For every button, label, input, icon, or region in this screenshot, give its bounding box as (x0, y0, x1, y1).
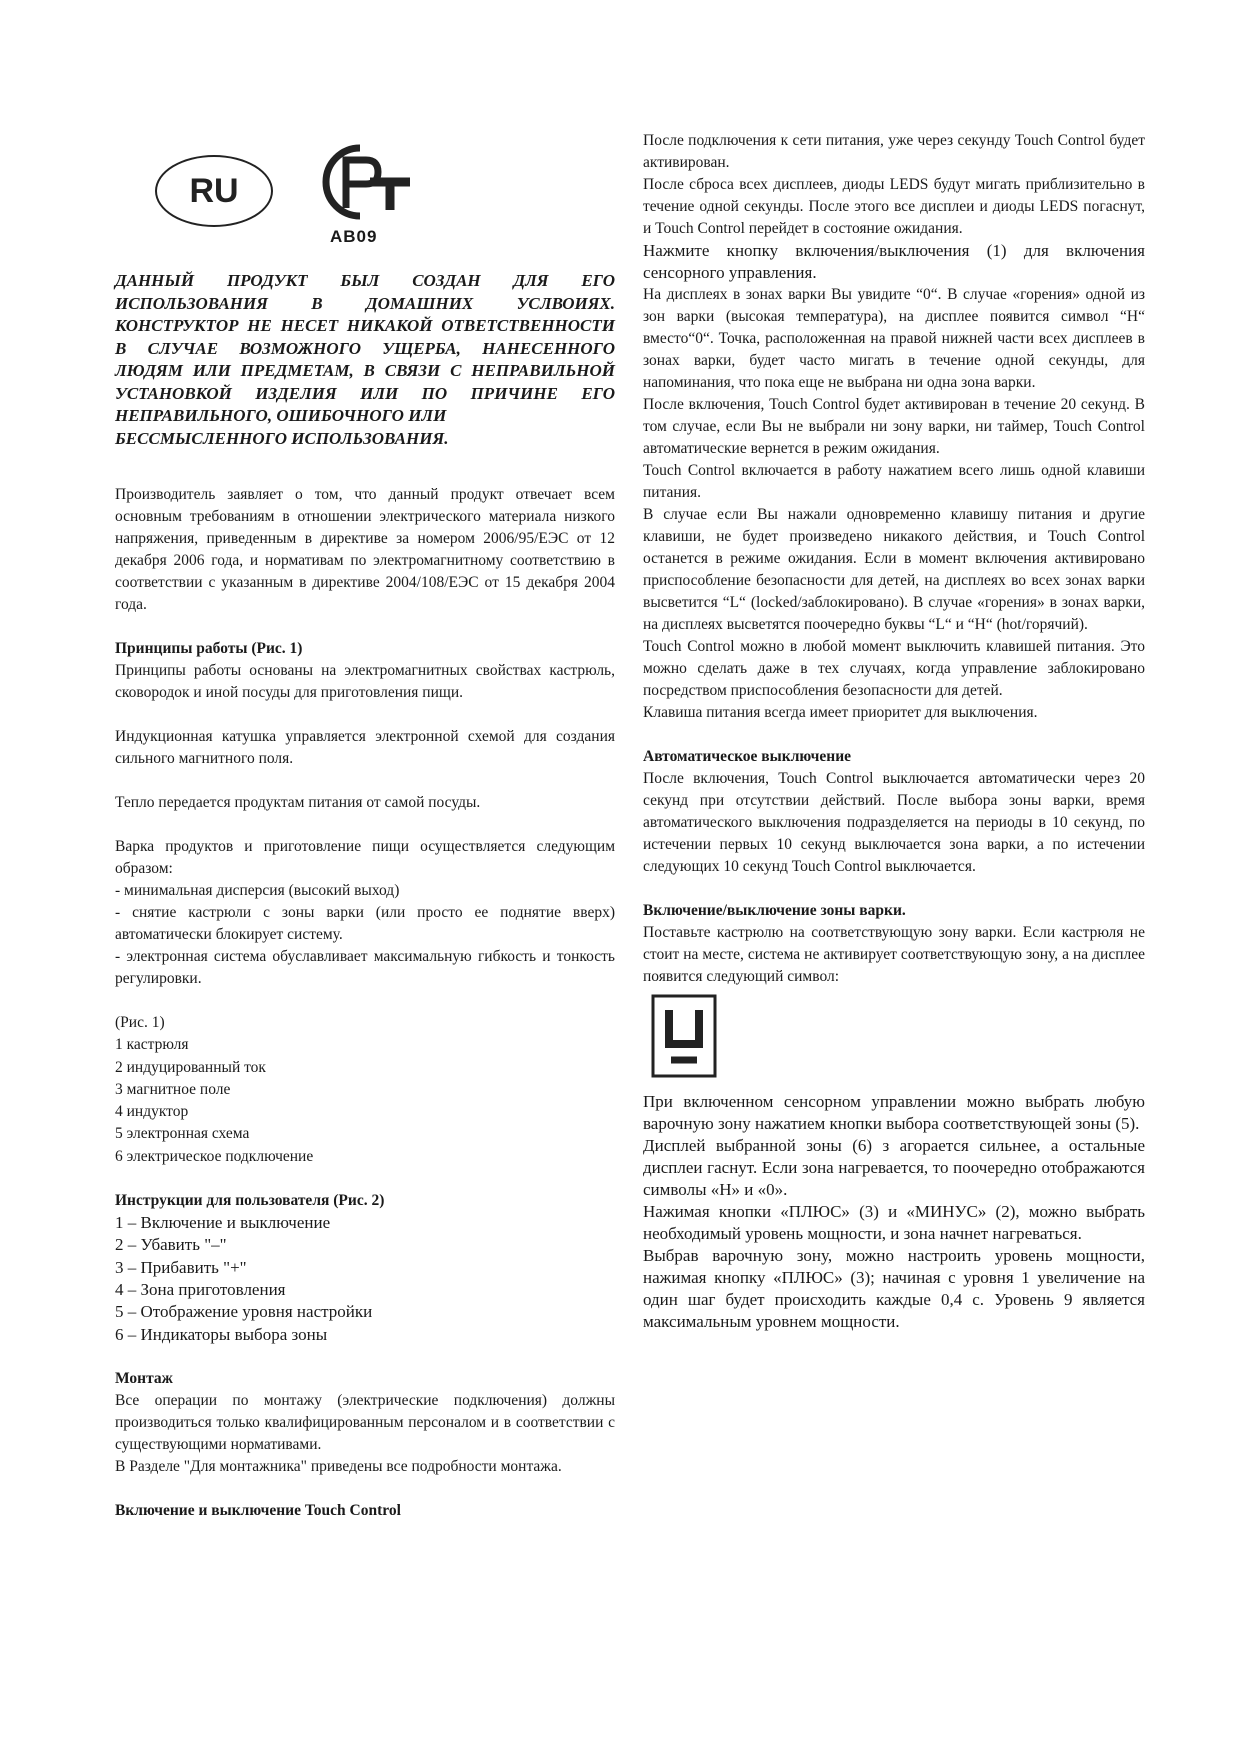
figure-1-legend (115, 1012, 615, 1168)
zone-paragraph: Дисплей выбранной зоны (6) з агорается сильнее, а остальные дисплеи гаснут. Если зона нагревается, то поочередно отображаются символы «H» и «0». (643, 1136, 1145, 1199)
right-column (643, 130, 1145, 1333)
warning-block (115, 270, 615, 450)
paragraph: В случае если Вы нажали одновременно клавишу питания и другие клавиши, не будет произведено никакого действия, и Touch Control останется в режиме ожидания. Если в момент включения активировано приспособление безопасности для детей, на дисплеях во всех зонах варки высветится “L“ (locked/заблокировано). В случае «горения» в зонах варки, на дисплеях высветятся поочередно буквы “L“ и “H“ (hot/горячий). (643, 506, 1145, 633)
list-item: 2 – Убавить "–" (115, 1235, 227, 1255)
paragraph: Нажмите кнопку включения/выключения (1) для включения сенсорного управления. (643, 241, 1145, 282)
list-item: 4 – Зона приготовления (115, 1279, 286, 1299)
warning-line: ЛЮДЯМ ИЛИ ПРЕДМЕТАМ, В СВЯЗИ С НЕПРАВИЛЬНОЙ (115, 361, 615, 380)
principles-paragraph: Варка продуктов и приготовление пищи осуществляется следующим образом: (115, 838, 615, 877)
paragraph: После сброса всех дисплеев, диоды LEDS будут мигать приблизительно в течение одной секунды. После этого все дисплеи и диоды LEDS погаснут, и Touch Control перейдет в состояние ожидания. (643, 176, 1145, 237)
paragraph: Touch Control можно в любой момент выключить клавишей питания. Это можно сделать даже в тех случаях, когда управление заблокировано посредством приспособления безопасности для детей. (643, 638, 1145, 699)
zone-heading: Включение/выключение зоны варки. (643, 902, 906, 919)
warning-line: УСТАНОВКОЙ ИЗДЕЛИЯ ИЛИ ПО ПРИЧИНЕ ЕГО (115, 383, 615, 403)
list-item: 1 – Включение и выключение (115, 1213, 331, 1233)
zone-paragraph: Поставьте кастрюлю на соответствующую зону варки. Если кастрюля не стоит на месте, система не активирует соответствующую зону, а на дисплее появится следующий символ: (643, 924, 1145, 985)
list-item: 2 индуцированный ток (115, 1058, 266, 1076)
auto-off-heading: Автоматическое выключение (643, 748, 852, 765)
zone-paragraph: Нажимая кнопки «ПЛЮС» (3) и «МИНУС» (2), можно выбрать необходимый уровень мощности, и зона начнет нагреваться. (643, 1202, 1145, 1243)
touch-control-heading: Включение и выключение Touch Control (115, 1501, 401, 1519)
principles-bullet: - электронная система обуславливает максимальную гибкость и тонкость регулировки. (115, 948, 615, 987)
list-item: 4 индуктор (115, 1103, 189, 1121)
list-item: 6 электрическое подключение (115, 1147, 314, 1165)
principles-paragraph: Индукционная катушка управляется электронной схемой для создания сильного магнитного поля. (115, 728, 615, 767)
principles-paragraph: Тепло передается продуктам питания от самой посуды. (115, 794, 481, 811)
principles-bullet: - минимальная дисперсия (высокий выход) (115, 882, 400, 899)
principles-heading: Принципы работы (Рис. 1) (115, 640, 303, 657)
warning-line: БЕССМЫСЛЕННОГО ИСПОЛЬЗОВАНИЯ. (115, 428, 449, 448)
warning-line: НЕПРАВИЛЬНОГО, ОШИБОЧНОГО ИЛИ (115, 406, 447, 425)
list-item: 5 – Отображение уровня настройки (115, 1302, 373, 1322)
rst-certification-logo (318, 138, 418, 226)
paragraph: После подключения к сети питания, уже через секунду Touch Control будет активирован. (643, 132, 1145, 171)
certification-code: AB09 (330, 227, 378, 246)
auto-off-paragraph: После включения, Touch Control выключается автоматически через 20 секунд при отсутствии действий. После выбора зоны варки, время автоматического выключения подразделяется на периоды в 10 секунд, по истечении первых 10 секунд выключается зона варки, а по истечении следующих 10 секунд Touch Control выключается. (643, 770, 1145, 875)
figure-1-label: (Рис. 1) (115, 1014, 165, 1031)
list-item: 3 магнитное поле (115, 1080, 231, 1098)
warning-line: В СЛУЧАЕ ВОЗМОЖНОГО УЩЕРБА, НАНЕСЕННОГО (115, 338, 615, 358)
montage-heading: Монтаж (115, 1369, 173, 1387)
paragraph: Клавиша питания всегда имеет приоритет для выключения. (643, 704, 1038, 721)
warning-line: ИСПОЛЬЗОВАНИЯ В ДОМАШНИХ УСЛВОИЯХ. (115, 293, 615, 313)
compliance-text: Производитель заявляет о том, что данный продукт отвечает всем основным требованиям в отношении электрического материала низкого напряжения, приведенным в директиве за номером 2006/95/ЕЭС от 12 декабря 2006 года, и нормативам по электромагнитному соответствию в соответствии с указанным в директиве 2004/108/ЕЭС от 15 декабря 2004 года. (115, 486, 615, 613)
principles-bullet: - снятие кастрюли с зоны варки (или просто ее поднятие вверх) автоматически блокирует систему. (115, 904, 615, 943)
instructions-list (115, 1212, 615, 1346)
list-item: 5 электронная схема (115, 1125, 250, 1143)
ru-mark-logo (155, 155, 273, 227)
list-item: 6 – Индикаторы выбора зоны (115, 1324, 328, 1344)
montage-paragraph: Все операции по монтажу (электрические подключения) должны производиться только квалифицированным персоналом и в соответствии с существующими нормативами. (115, 1391, 615, 1453)
paragraph: Touch Control включается в работу нажатием всего лишь одной клавиши питания. (643, 462, 1145, 501)
zone-paragraph: При включенном сенсорном управлении можно выбрать любую варочную зону нажатием кнопки выбора соответствующей зоны (5). (643, 1092, 1145, 1133)
list-item: 1 кастрюля (115, 1036, 189, 1054)
zone-paragraph: Выбрав варочную зону, можно настроить уровень мощности, нажимая кнопку «ПЛЮС» (3); начиная с уровня 1 увеличение на один шаг будет происходить каждые 0,4 с. Уровень 9 является максимальным уровнем мощности. (643, 1246, 1145, 1331)
paragraph: После включения, Touch Control будет активирован в течение 20 секунд. В том случае, если Вы не выбрали ни зону варки, ни таймер, Touch Control автоматические вернется в режим ожидания. (643, 396, 1145, 457)
warning-line: ДАННЫЙ ПРОДУКТ БЫЛ СОЗДАН ДЛЯ ЕГО (115, 271, 615, 290)
no-pan-display-icon (651, 994, 721, 1078)
principles-paragraph: Принципы работы основаны на электромагнитных свойствах кастрюль, сковородок и иной посуды для приготовления пищи. (115, 662, 615, 701)
list-item: 3 – Прибавить "+" (115, 1257, 247, 1277)
montage-paragraph: В Разделе "Для монтажника" приведены все подробности монтажа. (115, 1457, 562, 1475)
paragraph: На дисплеях в зонах варки Вы увидите “0“. В случае «горения» одной из зон варки (высокая температура), на дисплее появится символ “H“ вместо“0“. Точка, расположенная на правой нижней части всех дисплеев в зонах варки, будет часто мигать в течение одной секунды, для напоминания, что пока еще не выбрана ни одна зона варки. (643, 286, 1145, 391)
warning-line: КОНСТРУКТОР НЕ НЕСЕТ НИКАКОЙ ОТВЕТСТВЕННОСТИ (115, 316, 615, 335)
instructions-heading: Инструкции для пользователя (Рис. 2) (115, 1192, 385, 1210)
ru-mark-text: RU (189, 171, 239, 210)
left-column (115, 270, 615, 1522)
